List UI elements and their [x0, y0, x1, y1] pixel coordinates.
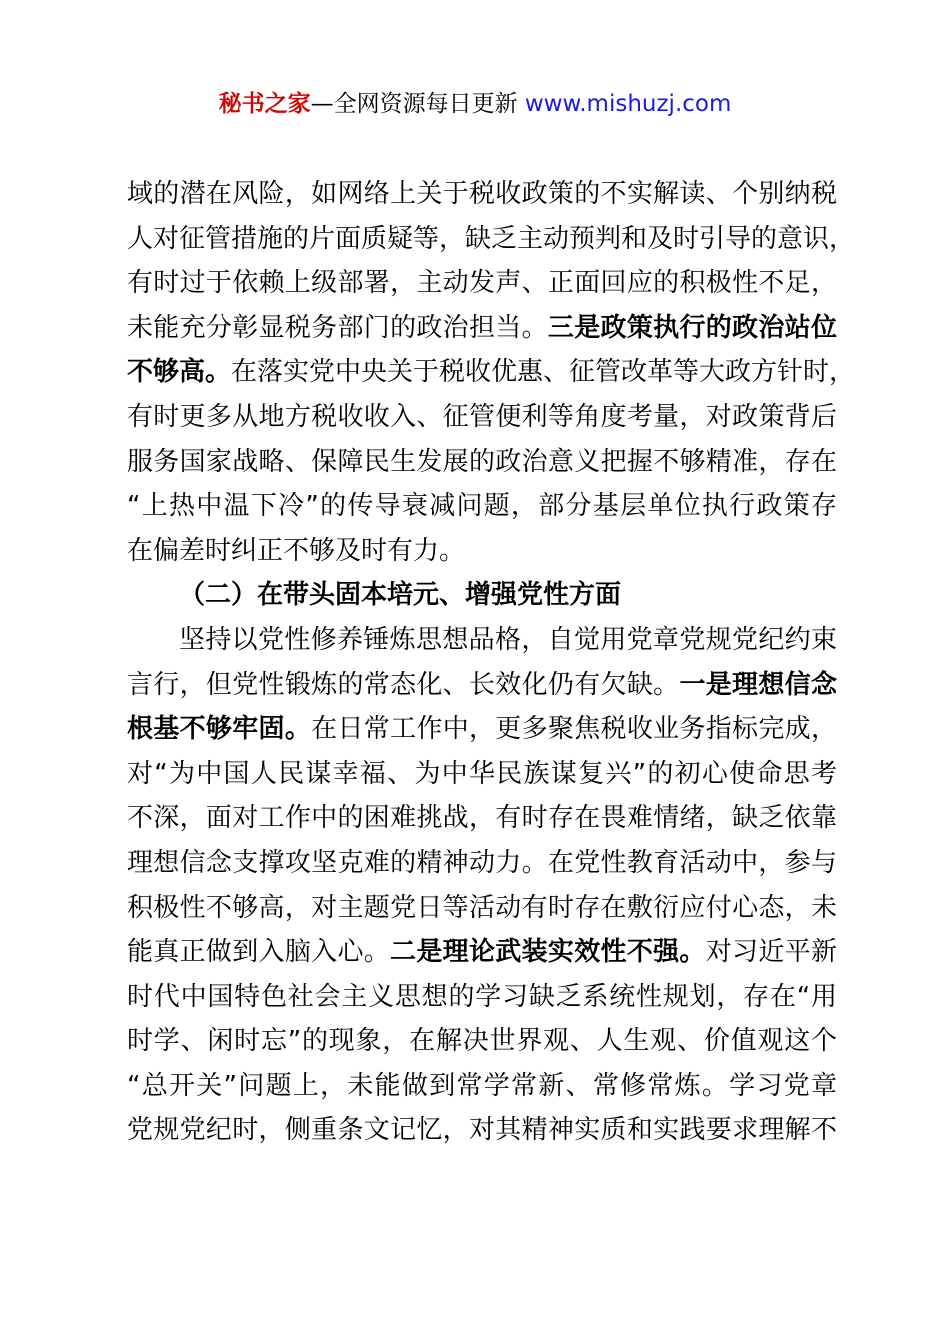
text-line: “总开关”问题上，未能做到常学常新、常修常炼。学习党章	[127, 1070, 837, 1101]
text-line	[127, 707, 837, 752]
text-line: 不深，面对工作中的困难挑战，有时存在畏难情绪，缺乏依靠	[127, 803, 837, 834]
bold-point-1: 一是理想信念	[679, 669, 837, 700]
website-link[interactable]: www.mishuzj.com	[524, 91, 732, 117]
text-line	[127, 350, 856, 395]
text-line: 积极性不够高，对主题党日等活动有时存在敷衍应付心态，未	[127, 892, 837, 923]
brand-name: 秘书之家	[218, 91, 311, 117]
text-line: 坚持以党性修养锤炼思想品格，自觉用党章党规党纪约束	[179, 624, 837, 655]
text-run: 言行，但党性锻炼的常态化、长效化仍有欠缺。	[127, 669, 680, 700]
paragraph-1	[127, 172, 856, 573]
text-line: 时学、闲时忘”的现象，在解决世界观、人生观、价值观这个	[127, 1026, 837, 1057]
text-line: 服务国家战略、保障民生发展的政治意义把握不够精准，存在	[127, 446, 837, 477]
text-line: 时代中国特色社会主义思想的学习缺乏系统性规划，存在“用	[127, 981, 837, 1012]
paragraph-2	[127, 618, 837, 1153]
text-line: 对“为中国人民谋幸福、为中华民族谋复兴”的初心使命思考	[127, 758, 837, 789]
header-tagline: —全网资源每日更新	[310, 91, 525, 117]
page-header	[0, 86, 950, 122]
bold-point-2: 二是理论武装实效性不强。	[390, 937, 706, 968]
text-run: 未能充分彰显税务部门的政治担当。	[127, 312, 548, 343]
text-line: “上热中温下冷”的传导衰减问题，部分基层单位执行政策存	[127, 491, 837, 522]
text-line: 理想信念支撑攻坚克难的精神动力。在党性教育活动中，参与	[127, 847, 837, 878]
text-line: 有时更多从地方税收收入、征管便利等角度考量，对政策背后	[127, 401, 837, 432]
document-body	[127, 172, 856, 1153]
text-run: 对习近平新	[705, 937, 837, 968]
text-line: 域的潜在风险，如网络上关于税收政策的不实解读、个别纳税	[127, 179, 837, 209]
text-run: 能真正做到入脑入心。	[127, 937, 391, 968]
text-line: 党规党纪时，侧重条文记忆，对其精神实质和实践要求理解不	[127, 1115, 837, 1146]
text-line	[127, 663, 837, 708]
text-run: 在落实党中央关于税收优惠、征管改革等大政方针时，	[231, 357, 856, 388]
bold-point-3-cont: 不够高。	[127, 357, 232, 388]
text-line: 在偏差时纠正不够及时有力。	[127, 535, 466, 566]
text-run: 在日常工作中，更多聚焦税收业务指标完成，	[311, 714, 837, 745]
text-line	[127, 930, 837, 975]
text-line: 人对征管措施的片面质疑等，缺乏主动预判和及时引导的意识，	[127, 223, 856, 254]
bold-point-3: 三是政策执行的政治站位	[547, 312, 837, 343]
text-line: 有时过于依赖上级部署，主动发声、正面回应的积极性不足，	[127, 268, 837, 299]
text-line	[127, 306, 837, 351]
section-heading: （二）在带头固本培元、增强党性方面	[179, 580, 622, 611]
bold-point-1-cont: 根基不够牢固。	[127, 714, 312, 745]
